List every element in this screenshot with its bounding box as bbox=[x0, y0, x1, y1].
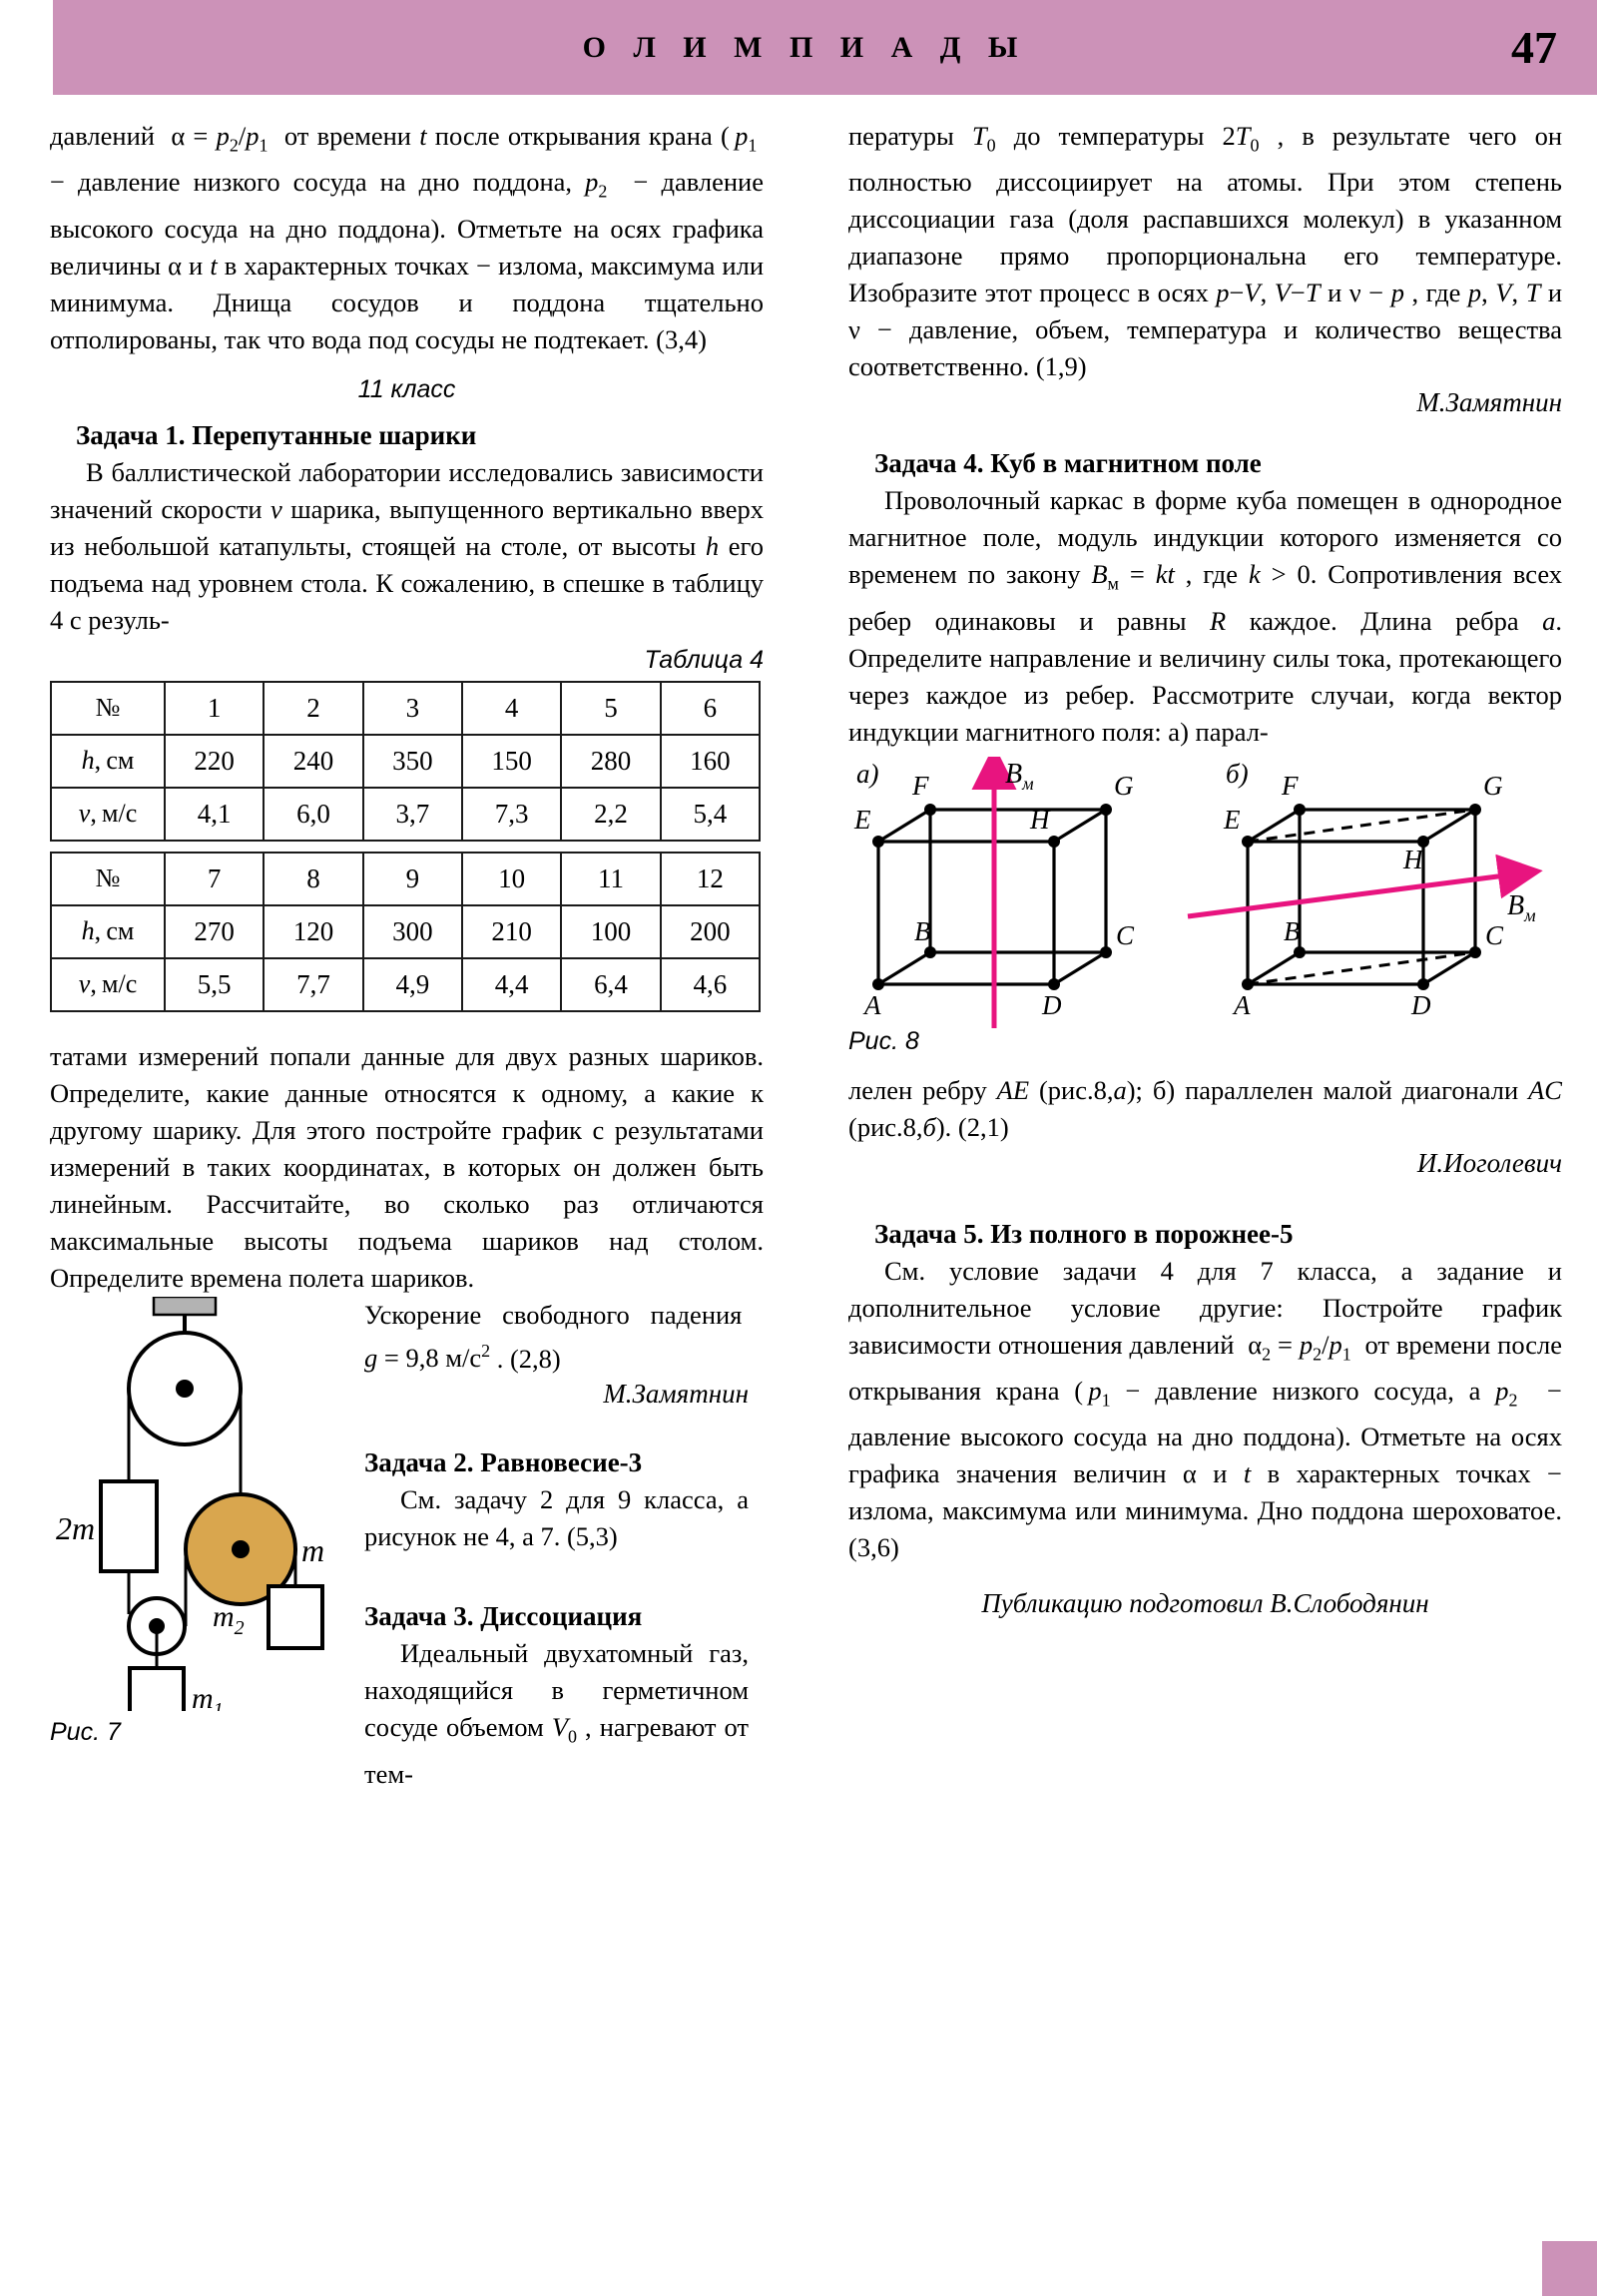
table-block-gap bbox=[50, 842, 764, 852]
cube-b-label-H: H bbox=[1403, 844, 1423, 874]
table-cell: 100 bbox=[561, 905, 660, 958]
table-cell: 3 bbox=[363, 682, 462, 735]
table-row bbox=[51, 905, 760, 958]
bottom-right-corner-block bbox=[1542, 2241, 1597, 2296]
table-cell: 7 bbox=[165, 853, 264, 905]
table-cell: 2,2 bbox=[561, 788, 660, 841]
table-row bbox=[51, 682, 760, 735]
cube-a-edge-AB bbox=[878, 952, 930, 984]
table-cell: № bbox=[51, 853, 165, 905]
figure7-pulley-diagram bbox=[50, 1297, 349, 1711]
table-row bbox=[51, 853, 760, 905]
table-cell: 7,7 bbox=[264, 958, 362, 1011]
table-cell: № bbox=[51, 682, 165, 735]
spacer bbox=[50, 1012, 764, 1038]
page-title: О Л И М П И А Д Ы bbox=[582, 30, 1028, 64]
table-row bbox=[51, 788, 760, 841]
panel-a-label: а) bbox=[856, 758, 879, 789]
figure8-cubes-diagram bbox=[848, 757, 1562, 1046]
task4-author: И.Иоголевич bbox=[1416, 1147, 1562, 1178]
table-cell: 160 bbox=[661, 735, 760, 788]
table-cell: 8 bbox=[264, 853, 362, 905]
task2-body: См. задачу 2 для 9 класса, а рисунок не 4, а 7. (5,3) bbox=[364, 1484, 749, 1552]
table-cell: 120 bbox=[264, 905, 362, 958]
table-cell: 4,9 bbox=[363, 958, 462, 1011]
table-cell: v, м/с bbox=[51, 788, 165, 841]
cube-a-label-H: H bbox=[1030, 804, 1050, 835]
spacer bbox=[848, 1179, 1562, 1203]
cube-a-label-A: A bbox=[864, 989, 881, 1020]
table-cell: 5,5 bbox=[165, 958, 264, 1011]
table-cell: 3,7 bbox=[363, 788, 462, 841]
spacer bbox=[364, 1410, 749, 1432]
figure8-caption: Рис. 8 bbox=[848, 1026, 919, 1055]
cube-b-label-G: G bbox=[1483, 770, 1503, 801]
cube-a-vertex-C bbox=[1100, 946, 1112, 958]
table4-block2 bbox=[50, 852, 761, 1012]
figure8-wrap bbox=[848, 757, 1562, 1056]
cube-a-label-D: D bbox=[1042, 989, 1062, 1020]
weight-2m-label: 2m bbox=[56, 1509, 96, 1546]
table-cell: 270 bbox=[165, 905, 264, 958]
upper-pulley-axle bbox=[176, 1380, 194, 1398]
task4-body-part1: Проволочный каркас в форме куба помещен в однородное магнитное поле, модуль индукции которого изменяется со временем по закону $B_м$ = kt , где k > 0. Сопротивления всех ребер одинаковы и равны R каждое. Длина ребра a. Определите направление и величину силы тока, протекающего через каждое из ребер. Рассмотрите случаи, когда вектор индукции магнитного поля: а) парал- bbox=[848, 485, 1562, 747]
figure7-wrap bbox=[50, 1297, 349, 1793]
cube-a-label-B: B bbox=[914, 915, 931, 946]
table-cell: 220 bbox=[165, 735, 264, 788]
cube-a-vertex-E bbox=[872, 836, 884, 848]
cube-a-edge-DC bbox=[1054, 952, 1106, 984]
cube-a-vertex-G bbox=[1100, 804, 1112, 816]
cube-b-label-A: A bbox=[1234, 989, 1251, 1020]
page-header-band bbox=[53, 0, 1597, 95]
table-cell: 4,1 bbox=[165, 788, 264, 841]
spacer bbox=[848, 1566, 1562, 1586]
table4-block1 bbox=[50, 681, 761, 842]
cube-b-edge-HG bbox=[1423, 810, 1475, 842]
task2-heading: Задача 2. Равновесие-3 bbox=[364, 1447, 643, 1478]
weight-m2 bbox=[268, 1586, 322, 1648]
cube-b-label-E: E bbox=[1224, 804, 1241, 835]
table-cell: 280 bbox=[561, 735, 660, 788]
page-number: 47 bbox=[1511, 22, 1557, 73]
figure-text-row bbox=[50, 1297, 764, 1793]
table-cell: h, см bbox=[51, 735, 165, 788]
table-cell: 350 bbox=[363, 735, 462, 788]
table-cell: 7,3 bbox=[462, 788, 561, 841]
table-cell: 11 bbox=[561, 853, 660, 905]
right-continued-paragraph: пературы $T_0$ до температуры $2T_0$ , в результате чего он полностью диссоциирует на атомы. При этом степень диссоциации газа (доля распавшихся молекул) в указанном диапазоне прямо пропорциональна его температуре. Изобразите этот процесс в осях p−V, V−T и ν − p , где p, V, T и ν − давление, объем, температура и количество вещества соответственно. (1,9) bbox=[848, 121, 1563, 382]
weight-2m bbox=[101, 1481, 157, 1571]
cube-b-label-B: B bbox=[1284, 915, 1301, 946]
disk-m-label: m bbox=[301, 1531, 325, 1568]
cube-b-label-C: C bbox=[1485, 919, 1504, 950]
task1-heading: Задача 1. Перепутанные шарики bbox=[76, 419, 477, 450]
cube-b-label-D: D bbox=[1411, 989, 1431, 1020]
cube-b-diagonal-AC bbox=[1248, 952, 1475, 984]
publication-credit: Публикацию подготовил В.Слободянин bbox=[981, 1588, 1429, 1619]
continued-paragraph: давлений $\alpha = p_2/p_1$ от времени t после открывания крана ( $p_1$ − давление низкого сосуда на дно поддона, $p_2$ − давление высокого сосуда на дно поддона). Отметьте на осях графика величины α и t в характерных точках − излома, максимума или минимума. Днища сосудов и поддона тщательно отполированы, так что вода под сосуды не подтекает. (3,4) bbox=[50, 121, 764, 354]
weight-m2-label: $m_2$ bbox=[213, 1599, 245, 1639]
weight-m1 bbox=[130, 1668, 184, 1711]
task1-body-part1: В баллистической лаборатории исследовались зависимости значений скорости v шарика, выпущенного вертикально вверх из небольшой катапульты, стоящей на столе, от высоты h его подъема над уровнем стола. К сожалению, в спешке в таблицу 4 с резуль- bbox=[50, 456, 764, 635]
cube-a-vertex-F bbox=[924, 804, 936, 816]
table-cell: 6,0 bbox=[264, 788, 362, 841]
right-column bbox=[848, 118, 1562, 1619]
weight-m1-label: $m_1$ bbox=[192, 1681, 224, 1711]
left-column bbox=[50, 118, 764, 1793]
table-row bbox=[51, 735, 760, 788]
cube-b-vertex-C bbox=[1469, 946, 1481, 958]
cube-b-vertex-D bbox=[1417, 978, 1429, 990]
figure7-caption: Рис. 7 bbox=[50, 1717, 121, 1746]
table-cell: 6 bbox=[661, 682, 760, 735]
task1-author: М.Замятнин bbox=[603, 1379, 749, 1410]
task1-body-part3: Ускорение свободного падения g = 9,8 $м/с^2$ . (2,8) bbox=[364, 1299, 749, 1374]
cube-b-edge-DC bbox=[1423, 952, 1475, 984]
table-cell: h, см bbox=[51, 905, 165, 958]
table-row bbox=[51, 958, 760, 1011]
right-top-author: М.Замятнин bbox=[1416, 387, 1562, 418]
right-of-figure-text bbox=[349, 1297, 749, 1793]
task5-heading: Задача 5. Из полного в порожнее-5 bbox=[874, 1218, 1294, 1249]
spacer bbox=[364, 1555, 749, 1585]
table-cell: 5,4 bbox=[661, 788, 760, 841]
table-cell: 10 bbox=[462, 853, 561, 905]
task4-body-part2: лелен ребру AE (рис.8,а); б) параллелен малой диагонали AC (рис.8,б). (2,1) bbox=[848, 1074, 1562, 1142]
table-cell: 300 bbox=[363, 905, 462, 958]
cube-a-edge-EF bbox=[878, 810, 930, 842]
table-cell: 12 bbox=[661, 853, 760, 905]
table-cell: 200 bbox=[661, 905, 760, 958]
spacer bbox=[848, 1056, 1562, 1072]
task3-heading: Задача 3. Диссоциация bbox=[364, 1601, 643, 1632]
table-cell: 240 bbox=[264, 735, 362, 788]
cube-a-label-F: F bbox=[912, 770, 929, 801]
cube-a-vertex-D bbox=[1048, 978, 1060, 990]
table-cell: 6,4 bbox=[561, 958, 660, 1011]
cube-a-edge-HG bbox=[1054, 810, 1106, 842]
table-cell: 4,6 bbox=[661, 958, 760, 1011]
table-cell: 2 bbox=[264, 682, 362, 735]
table-cell: 5 bbox=[561, 682, 660, 735]
cube-b-vertex-G bbox=[1469, 804, 1481, 816]
cube-a-label-E: E bbox=[854, 804, 871, 835]
task5-body: См. условие задачи 4 для 7 класса, а задание и дополнительное условие другие: Постройте график зависимости отношения давлений $\alpha_2 = p_2/p_1$ от времени после открывания крана ( $p_1$ − давление низкого сосуда, а $p_2$ − давление высокого сосуда на дно поддона). Отметьте на осях графика значения величин α и t в характерных точках − излома, максимума или минимума. Дно поддона шероховатое. (3,6) bbox=[848, 1255, 1562, 1563]
cube-a-field-label: $B_м$ bbox=[1005, 758, 1034, 794]
cube-b-field-label: $B_м$ bbox=[1507, 889, 1536, 925]
table-cell: 210 bbox=[462, 905, 561, 958]
disk-m-axle bbox=[232, 1540, 250, 1558]
cube-a-vertex-A bbox=[872, 978, 884, 990]
spacer bbox=[848, 418, 1562, 432]
cube-b-diagonal-EG bbox=[1248, 810, 1475, 842]
table-cell: 1 bbox=[165, 682, 264, 735]
table-cell: 150 bbox=[462, 735, 561, 788]
cube-a-vertex-B bbox=[924, 946, 936, 958]
table-cell: 4 bbox=[462, 682, 561, 735]
table-cell: v, м/с bbox=[51, 958, 165, 1011]
cube-b-label-F: F bbox=[1282, 770, 1299, 801]
cube-b-field-arrow bbox=[1188, 874, 1513, 916]
panel-b-label: б) bbox=[1226, 758, 1249, 789]
cube-b-vertex-F bbox=[1294, 804, 1306, 816]
table-cell: 9 bbox=[363, 853, 462, 905]
table-caption: Таблица 4 bbox=[644, 645, 764, 674]
task1-body-part2: татами измерений попали данные для двух разных шариков. Определите, какие данные относятся к одному, а какие к другому шарику. Для этого постройте график с результатами измерений в таких координатах, в которых он должен быть линейным. Рассчитайте, во сколько раз отличаются максимальные высоты подъема шариков над столом. Определите времена полета шариков. bbox=[50, 1040, 764, 1293]
cube-b-vertex-A bbox=[1242, 978, 1254, 990]
cube-a-label-C: C bbox=[1116, 919, 1135, 950]
cube-a-vertex-H bbox=[1048, 836, 1060, 848]
task3-body: Идеальный двухатомный газ, находящийся в герметичном сосуде объемом $V_0$ , нагревают от тем- bbox=[364, 1638, 750, 1789]
table-cell: 4,4 bbox=[462, 958, 561, 1011]
grade-heading: 11 класс bbox=[357, 374, 456, 403]
cube-a-label-G: G bbox=[1114, 770, 1134, 801]
task4-heading: Задача 4. Куб в магнитном поле bbox=[874, 448, 1262, 479]
cube-b-vertex-B bbox=[1294, 946, 1306, 958]
ceiling-support bbox=[154, 1297, 216, 1315]
cube-b-vertex-E bbox=[1242, 836, 1254, 848]
